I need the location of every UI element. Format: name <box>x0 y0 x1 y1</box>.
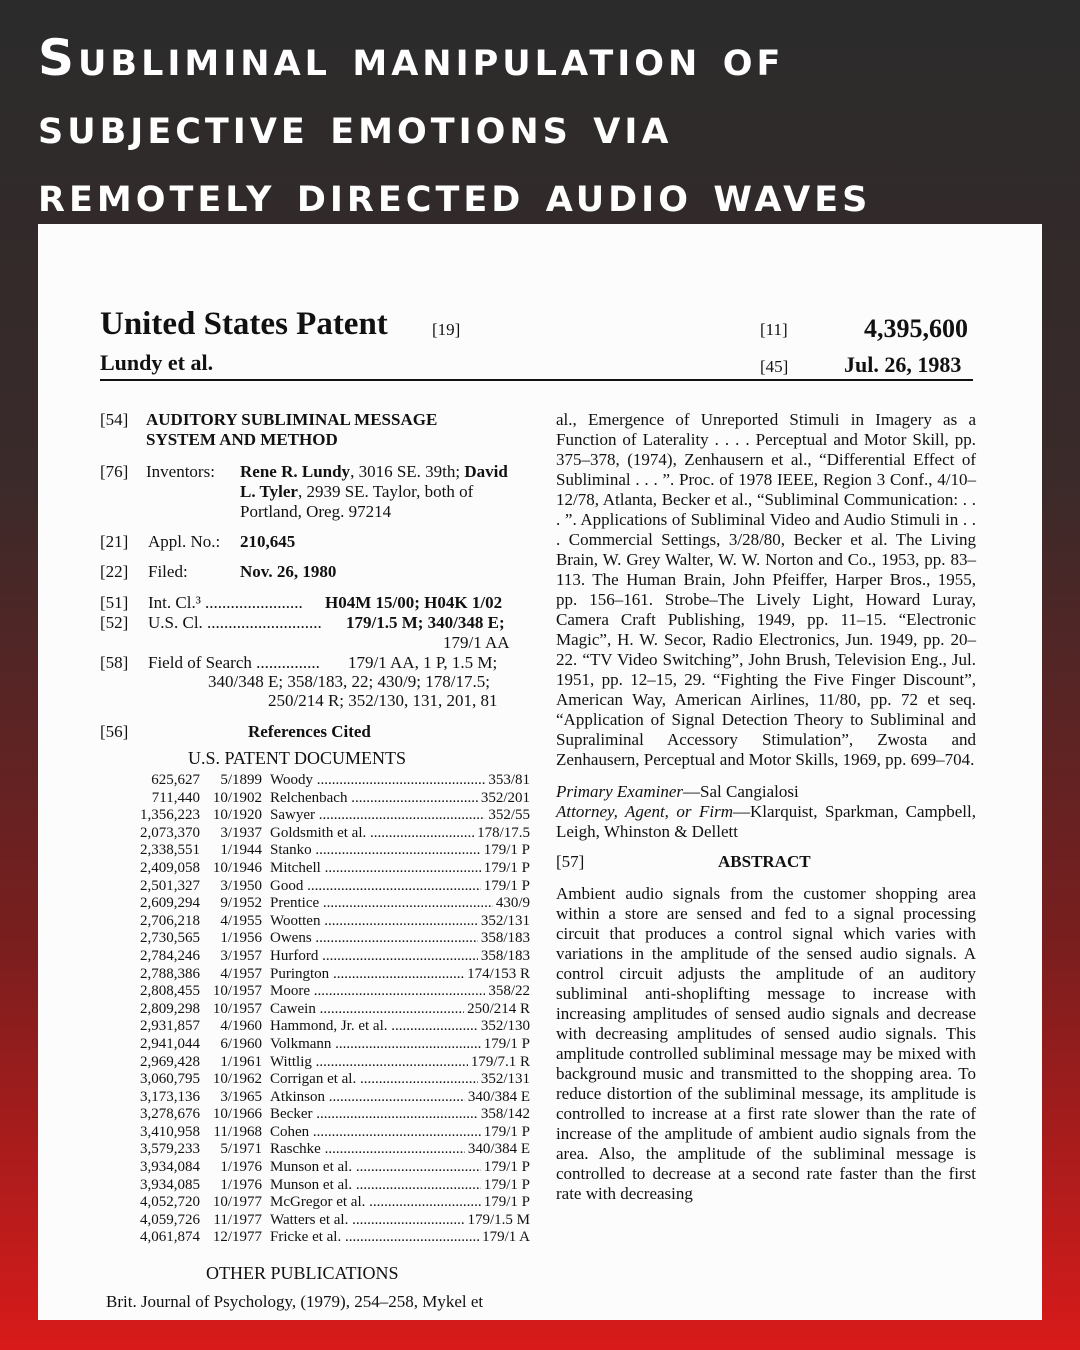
reference-date: 1/1961 <box>220 1053 262 1070</box>
reference-name: Fricke et al. ..... <box>270 1229 479 1247</box>
tag-54: [54] <box>100 410 129 429</box>
reference-class: 179/1 P <box>483 1123 530 1140</box>
reference-number: 2,706,218 <box>140 912 200 929</box>
reference-date: 1/1976 <box>220 1176 262 1193</box>
reference-row <box>130 1177 530 1195</box>
headline <box>38 24 1048 228</box>
reference-row <box>130 895 530 913</box>
reference-class: 358/183 <box>480 947 530 964</box>
reference-number: 4,052,720 <box>140 1194 200 1211</box>
reference-class: 179/1 P <box>483 1159 530 1176</box>
reference-row <box>130 825 530 843</box>
reference-name: Good ..... <box>270 878 481 896</box>
reference-name: Relchenbach ..... <box>270 790 478 808</box>
uscl-value-2: 179/1 AA <box>443 633 510 652</box>
reference-class: 352/55 <box>488 807 530 824</box>
reference-number: 2,730,565 <box>140 930 200 947</box>
patent-code-11: [11] <box>760 320 788 339</box>
appl-label: Appl. No.: <box>148 532 221 551</box>
reference-class: 352/130 <box>480 1018 530 1035</box>
reference-name: Woody ..... <box>270 772 485 790</box>
reference-row <box>130 930 530 948</box>
patent-code-19: [19] <box>432 320 461 339</box>
references-list <box>130 772 530 1247</box>
tag-58: [58] <box>100 653 129 672</box>
reference-class: 340/384 E <box>467 1088 530 1105</box>
reference-class: 250/214 R <box>467 1000 530 1017</box>
reference-row <box>130 807 530 825</box>
reference-row <box>130 983 530 1001</box>
tag-21: [21] <box>100 532 129 551</box>
reference-row <box>130 772 530 790</box>
reference-name: Munson et al. ..... <box>270 1159 481 1177</box>
reference-number: 2,073,370 <box>140 824 200 841</box>
reference-date: 1/1944 <box>220 842 262 859</box>
uscl-label: U.S. Cl. ........................... <box>148 613 322 632</box>
reference-date: 10/1920 <box>212 807 262 824</box>
reference-row <box>130 860 530 878</box>
reference-number: 2,941,044 <box>140 1035 200 1052</box>
reference-date: 12/1977 <box>212 1229 262 1246</box>
abstract-text: Ambient audio signals from the customer shopping area within a store are sensed and fed to a signal processing circuit that produces a control signal which varies with variations in the amplitude of the sensed audio signals. A control circuit adjusts the amplitude of an auditory subliminal anti-shoplifting message to increase with increasing amplitudes of sensed audio signals and decrease with decreasing amplitudes of sensed audio signals. This amplitude controlled subliminal message may be mixed with background music and transmitted to the shopping area. To reduce distortion of the subliminal message, its amplitude is controlled to increase at a first rate slower than the rate of increase of the amplitude of ambient audio signals from the area. Also, the amplitude of the subliminal message is controlled to decrease at a second rate faster than the first rate with decreasing <box>556 884 976 1203</box>
reference-name: Sawyer ..... <box>270 807 485 825</box>
reference-row <box>130 1229 530 1247</box>
reference-number: 2,338,551 <box>140 842 200 859</box>
reference-number: 711,440 <box>151 789 200 806</box>
reference-row <box>130 842 530 860</box>
reference-class: 179/1 P <box>483 1176 530 1193</box>
reference-date: 1/1976 <box>220 1159 262 1176</box>
reference-row <box>130 1159 530 1177</box>
right-column <box>556 410 976 1204</box>
reference-name: Corrigan et al. ..... <box>270 1071 478 1089</box>
reference-date: 4/1960 <box>220 1018 262 1035</box>
reference-number: 2,809,298 <box>140 1000 200 1017</box>
reference-date: 4/1957 <box>220 965 262 982</box>
reference-row <box>130 1124 530 1142</box>
reference-name: Stanko ..... <box>270 842 481 860</box>
reference-number: 3,410,958 <box>140 1123 200 1140</box>
reference-number: 2,409,058 <box>140 859 200 876</box>
reference-date: 3/1957 <box>220 947 262 964</box>
reference-number: 3,278,676 <box>140 1106 200 1123</box>
reference-name: Moore ..... <box>270 983 485 1001</box>
reference-number: 2,788,386 <box>140 965 200 982</box>
reference-class: 352/131 <box>480 1071 530 1088</box>
reference-number: 3,934,085 <box>140 1176 200 1193</box>
reference-class: 358/183 <box>480 930 530 947</box>
reference-row <box>130 1089 530 1107</box>
patent-number: 4,395,600 <box>864 314 968 343</box>
reference-class: 179/1 P <box>483 1194 530 1211</box>
patent-document <box>38 224 1042 1320</box>
reference-number: 4,061,874 <box>140 1229 200 1246</box>
tag-76: [76] <box>100 462 129 481</box>
other-publications-text: al., Emergence of Unreported Stimuli in Imagery as a Function of Laterality . . . . Perceptual and Motor Skill, pp. 375–378, (1974), Zenhausern et al., “Differential Effect of Subliminal . . . ”. Proc. of 1978 IEEE, Region 3 Conf., 4/10–12/78, Atlanta, Becker et al., “Subliminal Communication: . . . ”. Applications of Subliminal Video and Audio Stimuli in . . . Commercial Settings, 3/28/80, Becker et al. The Living Brain, W. Grey Walter, W. W. Norton and Co., 1953, pp. 83–113. The Human Brain, John Pfeiffer, Harper Bros., 1955, pp. 156–161. Strobe–The Lively Light, Howard Luray, Camera Craft Publishing, 1949, pp. 11–15. “Electronic Magic”, H. W. Secor, Radio Electronics, Jun. 1949, pp. 20–22. “TV Video Switching”, John Brush, Television Eng., Jul. 1951, pp. 12–15, 29. “Fighting the Five Finger Discount”, American Way, American Airlines, 11/80, pp. 72 et seq. “Application of Signal Detection Theory to Subliminal and Supraliminal Accessory Stimulation”, Zwosta and Zenhausern, Perceptual and Motor Skills, 1969, pp. 699–704. <box>556 410 976 769</box>
inventors-line-2: L. Tyler, 2939 SE. Taylor, both of <box>240 482 474 501</box>
reference-name: Wittlig ..... <box>270 1054 468 1072</box>
reference-name: Watters et al. ..... <box>270 1212 464 1230</box>
reference-row <box>130 1141 530 1159</box>
invention-title-line-2: SYSTEM AND METHOD <box>146 430 338 449</box>
reference-class: 358/22 <box>488 983 530 1000</box>
reference-class: 353/81 <box>488 772 530 788</box>
reference-name: Cohen ..... <box>270 1124 481 1142</box>
reference-date: 3/1965 <box>220 1088 262 1105</box>
tag-57: [57] <box>556 852 585 871</box>
headline-line-3: remotely directed audio waves <box>38 165 872 223</box>
reference-row <box>130 1071 530 1089</box>
reference-number: 3,934,084 <box>140 1159 200 1176</box>
reference-number: 3,579,233 <box>140 1141 200 1158</box>
reference-name: Purington ..... <box>270 966 464 984</box>
reference-class: 340/384 E <box>467 1141 530 1158</box>
patent-date: Jul. 26, 1983 <box>844 352 962 377</box>
reference-class: 179/1 P <box>483 842 530 859</box>
field-value-1: 179/1 AA, 1 P, 1.5 M; <box>348 653 498 672</box>
reference-date: 10/1962 <box>212 1071 262 1088</box>
reference-number: 2,609,294 <box>140 895 200 912</box>
reference-date: 10/1946 <box>212 859 262 876</box>
reference-name: Munson et al. ..... <box>270 1177 481 1195</box>
reference-date: 3/1937 <box>220 824 262 841</box>
reference-class: 179/1.5 M <box>467 1211 530 1228</box>
reference-class: 352/131 <box>480 912 530 929</box>
reference-name: Hammond, Jr. et al. ..... <box>270 1018 478 1036</box>
patent-title: United States Patent <box>100 306 388 342</box>
reference-date: 10/1957 <box>212 1000 262 1017</box>
intcl-label: Int. Cl.³ ....................... <box>148 593 303 612</box>
reference-date: 10/1966 <box>212 1106 262 1123</box>
other-pubs-line: Brit. Journal of Psychology, (1979), 254–258, Mykel et <box>106 1292 484 1311</box>
filed-value: Nov. 26, 1980 <box>240 562 337 581</box>
inventors-line-3: Portland, Oreg. 97214 <box>240 502 392 521</box>
us-docs-heading: U.S. PATENT DOCUMENTS <box>188 748 407 768</box>
reference-date: 11/1968 <box>213 1123 262 1140</box>
field-label: Field of Search ............... <box>148 653 320 672</box>
inventors-line-1: Rene R. Lundy, 3016 SE. 39th; David <box>240 462 508 481</box>
reference-row <box>130 1106 530 1124</box>
reference-name: Becker ..... <box>270 1106 478 1124</box>
reference-row <box>130 1212 530 1230</box>
tag-51: [51] <box>100 593 129 612</box>
invention-title-line-1: AUDITORY SUBLIMINAL MESSAGE <box>146 410 438 429</box>
reference-number: 1,356,223 <box>140 807 200 824</box>
reference-number: 2,501,327 <box>140 877 200 894</box>
other-pubs-heading: OTHER PUBLICATIONS <box>206 1263 399 1283</box>
reference-number: 4,059,726 <box>140 1211 200 1228</box>
reference-class: 179/7.1 R <box>470 1053 530 1070</box>
reference-row <box>130 913 530 931</box>
reference-class: 352/201 <box>480 789 530 806</box>
reference-class: 430/9 <box>495 895 530 912</box>
reference-number: 2,969,428 <box>140 1053 200 1070</box>
headline-line-1: Subliminal manipulation of <box>38 29 785 87</box>
reference-class: 179/1 P <box>483 877 530 894</box>
headline-line-2: subjective emotions via <box>38 97 673 155</box>
reference-number: 2,808,455 <box>140 983 200 1000</box>
reference-row <box>130 966 530 984</box>
reference-name: Wootten ..... <box>270 913 478 931</box>
reference-date: 10/1902 <box>212 789 262 806</box>
reference-row <box>130 1036 530 1054</box>
reference-name: Cawein ..... <box>270 1001 464 1019</box>
reference-name: Atkinson ..... <box>270 1089 465 1107</box>
reference-name: Volkmann ..... <box>270 1036 481 1054</box>
reference-name: Owens ..... <box>270 930 478 948</box>
reference-date: 10/1977 <box>212 1194 262 1211</box>
attorney: Attorney, Agent, or Firm—Klarquist, Sparkman, Campbell, Leigh, Whinston & Dellett <box>556 802 976 841</box>
reference-name: Raschke ..... <box>270 1141 465 1159</box>
reference-class: 174/153 R <box>467 965 530 982</box>
tag-22: [22] <box>100 562 129 581</box>
filed-label: Filed: <box>148 562 188 581</box>
reference-date: 5/1971 <box>220 1141 262 1158</box>
header-rule <box>100 379 973 381</box>
reference-row <box>130 948 530 966</box>
reference-number: 3,060,795 <box>140 1071 200 1088</box>
reference-name: Goldsmith et al. ..... <box>270 825 474 843</box>
reference-date: 11/1977 <box>213 1211 262 1228</box>
inventors-label: Inventors: <box>146 462 215 481</box>
abstract-heading: ABSTRACT <box>718 852 811 871</box>
reference-date: 6/1960 <box>220 1035 262 1052</box>
reference-date: 9/1952 <box>220 895 262 912</box>
reference-name: Hurford ..... <box>270 948 478 966</box>
abstract-header <box>556 852 976 872</box>
field-value-2: 340/348 E; 358/183, 22; 430/9; 178/17.5; <box>208 672 490 691</box>
reference-number: 3,173,136 <box>140 1088 200 1105</box>
reference-number: 2,784,246 <box>140 947 200 964</box>
refs-heading: References Cited <box>248 722 371 741</box>
field-value-3: 250/214 R; 352/130, 131, 201, 81 <box>268 691 498 710</box>
reference-number: 625,627 <box>151 772 200 788</box>
reference-date: 1/1956 <box>220 930 262 947</box>
tag-56: [56] <box>100 722 129 741</box>
intcl-value: H04M 15/00; H04K 1/02 <box>325 593 503 612</box>
reference-row <box>130 878 530 896</box>
patent-inventor-short: Lundy et al. <box>100 350 214 375</box>
reference-row <box>130 790 530 808</box>
tag-52: [52] <box>100 613 129 632</box>
reference-row <box>130 1054 530 1072</box>
reference-date: 4/1955 <box>220 912 262 929</box>
reference-row <box>130 1194 530 1212</box>
primary-examiner: Primary Examiner—Sal Cangialosi <box>556 782 799 801</box>
reference-row <box>130 1018 530 1036</box>
reference-date: 10/1957 <box>212 983 262 1000</box>
patent-code-45: [45] <box>760 357 789 376</box>
reference-class: 179/1 P <box>483 859 530 876</box>
reference-date: 5/1899 <box>220 772 262 788</box>
reference-class: 178/17.5 <box>477 824 530 841</box>
reference-number: 2,931,857 <box>140 1018 200 1035</box>
uscl-value: 179/1.5 M; 340/348 E; <box>346 613 505 632</box>
reference-class: 358/142 <box>480 1106 530 1123</box>
reference-class: 179/1 P <box>483 1035 530 1052</box>
appl-value: 210,645 <box>240 532 296 551</box>
reference-class: 179/1 A <box>482 1229 530 1246</box>
reference-name: Mitchell ..... <box>270 860 481 878</box>
reference-name: Prentice ..... <box>270 895 493 913</box>
reference-row <box>130 1001 530 1019</box>
reference-name: McGregor et al. ..... <box>270 1194 481 1212</box>
reference-date: 3/1950 <box>220 877 262 894</box>
